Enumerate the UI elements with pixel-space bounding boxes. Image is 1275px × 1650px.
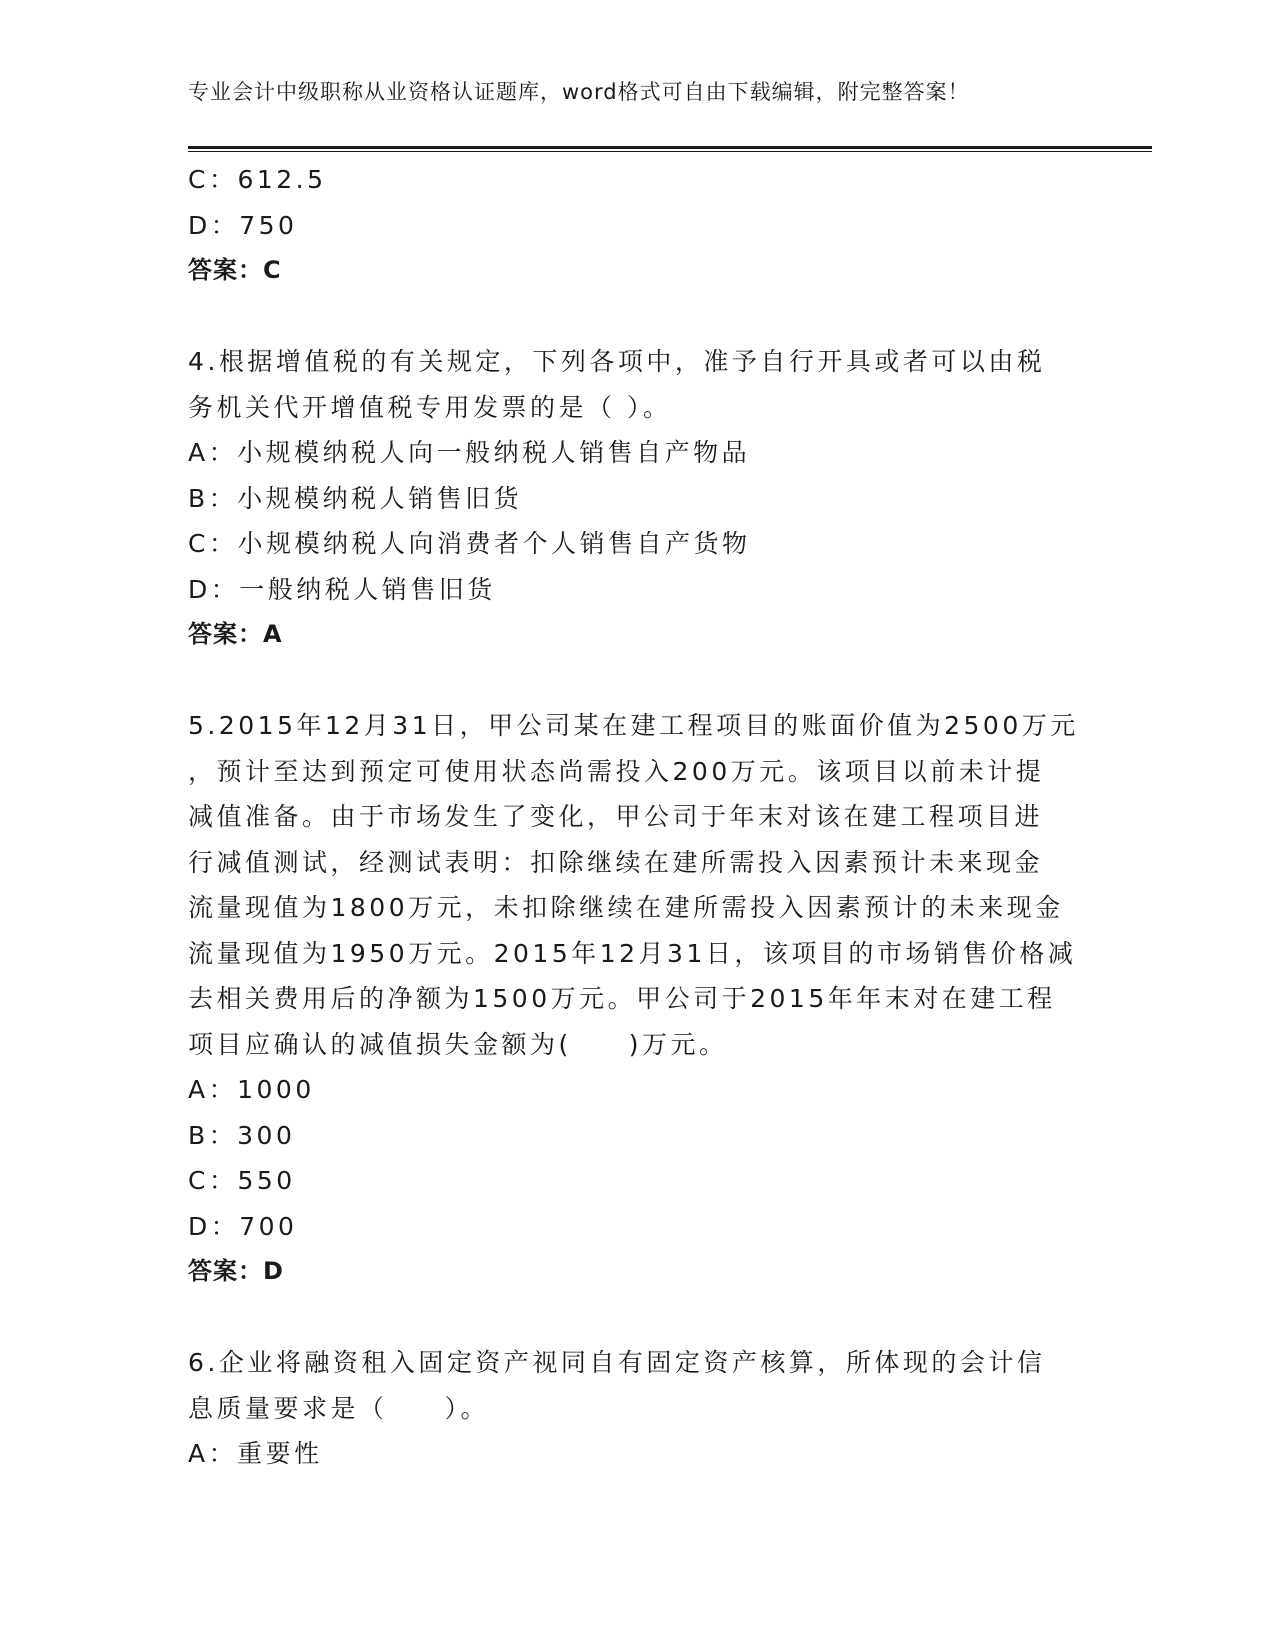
- question-stem-line: 行减值测试，经测试表明：扣除继续在建所需投入因素预计未来现金: [188, 847, 1044, 877]
- question-stem-line: 流量现值为1950万元。2015年12月31日，该项目的市场销售价格减: [188, 938, 1077, 968]
- answer-line: 答案：D: [188, 1257, 284, 1285]
- option-line: D：一般纳税人销售旧货: [188, 574, 496, 604]
- question-stem-line: 流量现值为1800万元，未扣除继续在建所需投入因素预计的未来现金: [188, 893, 1064, 922]
- option-line: C：550: [188, 1166, 296, 1195]
- page-header: 专业会计中级职称从业资格认证题库，word格式可自由下载编辑，附完整答案！: [188, 80, 970, 104]
- option-line: D：700: [188, 1211, 298, 1241]
- question-5: [188, 703, 1088, 1295]
- question-4: [188, 339, 1088, 658]
- option-line: A：重要性: [188, 1439, 323, 1468]
- option-line: A：1000: [188, 1075, 315, 1104]
- option-line: C：小规模纳税人向消费者个人销售自产货物: [188, 529, 751, 558]
- question-stem-line: 去相关费用后的净额为1500万元。甲公司于2015年年末对在建工程: [188, 984, 1056, 1013]
- question-stem-line: 减值准备。由于市场发生了变化，甲公司于年末对该在建工程项目进: [188, 802, 1044, 831]
- answer-line: 答案：C: [188, 256, 282, 284]
- question-stem-line: 6.企业将融资租入固定资产视同自有固定资产核算，所体现的会计信: [188, 1348, 1046, 1377]
- prev-question: [188, 157, 1088, 294]
- question-stem-line: 4.根据增值税的有关规定，下列各项中，准予自行开具或者可以由税: [188, 347, 1046, 376]
- header-rule-thin: [188, 151, 1152, 152]
- question-stem-line: 项目应确认的减值损失金额为( )万元。: [188, 1029, 728, 1059]
- option-line: D：750: [188, 210, 298, 240]
- option-line: C：612.5: [188, 165, 327, 194]
- question-stem-line: ，预计至达到预定可使用状态尚需投入200万元。该项目以前未计提: [188, 756, 1045, 786]
- spacer: [188, 658, 1088, 704]
- question-content: [188, 157, 1088, 1477]
- question-stem-line: 5.2015年12月31日，甲公司某在建工程项目的账面价值为2500万元: [188, 711, 1079, 740]
- spacer: [188, 294, 1088, 340]
- question-stem-line: 息质量要求是（ ）。: [188, 1393, 490, 1423]
- question-stem-line: 务机关代开增值税专用发票的是（ ）。: [188, 392, 672, 422]
- option-line: B：小规模纳税人销售旧货: [188, 483, 523, 513]
- option-line: B：300: [188, 1120, 296, 1150]
- answer-line: 答案：A: [188, 620, 283, 648]
- option-line: A：小规模纳税人向一般纳税人销售自产物品: [188, 438, 751, 467]
- spacer: [188, 1295, 1088, 1341]
- question-6: [188, 1340, 1088, 1477]
- header-rule-thick: [188, 146, 1152, 149]
